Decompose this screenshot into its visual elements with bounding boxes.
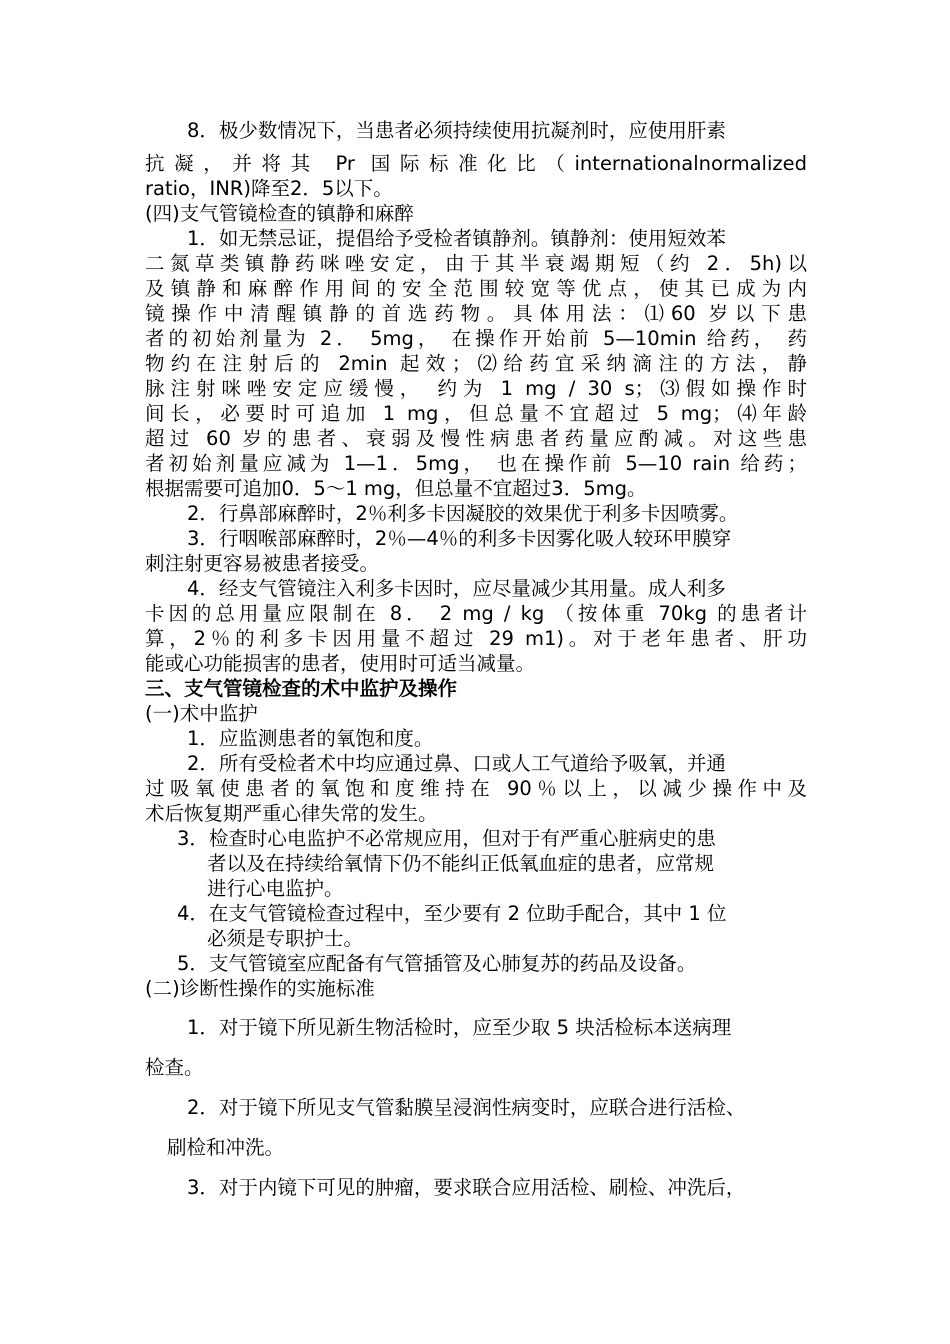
list-item-line: 3．检查时心电监护不必常规应用，但对于有严重心脏病史的患 [177, 827, 716, 850]
paragraph-line: 刷检和冲洗。 [167, 1136, 285, 1159]
paragraph-line: 间长，必要时可追加 1 mg，但总量不宜超过 5 mg；⑷年龄 [145, 402, 807, 425]
paragraph-line: 8．极少数情况下，当患者必须持续使用抗凝剂时，应使用肝素 [187, 119, 726, 142]
paragraph-line: 物约在注射后的 2min 起效；⑵给药宜采纳滴注的方法，静 [145, 352, 807, 375]
list-item-line: 必须是专职护士。 [207, 927, 364, 950]
paragraph-line: 超过 60 岁的患者、衰弱及慢性病患者药量应酌减。对这些患 [145, 427, 807, 450]
paragraph-line: 根据需要可追加0．5～1 mg，但总量不宜超过3．5mg。 [145, 477, 647, 500]
paragraph-line: 者的初始剂量为 2． 5mg， 在操作开始前 5—10min 给药， 药 [145, 327, 807, 350]
paragraph-line: 过吸氧使患者的氧饱和度维持在 90％以上，以减少操作中及 [145, 777, 807, 800]
paragraph-line: 2．对于镜下所见支气管黏膜呈浸润性病变时，应联合进行活检、 [187, 1096, 746, 1119]
paragraph-line: 刺注射更容易被患者接受。 [145, 552, 380, 575]
paragraph-line: 检查。 [145, 1056, 204, 1079]
paragraph-line: 脉注射咪唑安定应缓慢， 约为 1 mg / 30 s；⑶假如操作时 [145, 377, 807, 400]
chapter-heading: 三、支气管镜检查的术中监护及操作 [145, 677, 458, 700]
list-item-line: 进行心电监护。 [207, 877, 344, 900]
paragraph-line: 4．经支气管镜注入利多卡因时，应尽量减少其用量。成人利多 [187, 577, 726, 600]
list-item-line: 4．在支气管镜检查过程中，至少要有 2 位助手配合，其中 1 位 [177, 902, 727, 925]
paragraph-line: 及镇静和麻醉作用间的安全范围较宽等优点，使其已成为内 [145, 277, 807, 300]
paragraph-line: 1．应监测患者的氧饱和度。 [187, 727, 434, 750]
paragraph-line: ratio，INR)降至2．5以下。 [145, 177, 393, 200]
paragraph-line: 二氮草类镇静药咪唑安定，由于其半衰竭期短（约 2．5h)以 [145, 252, 807, 275]
paragraph-line: 1．对于镜下所见新生物活检时，应至少取 5 块活检标本送病理 [187, 1016, 732, 1039]
paragraph-line: 卡因的总用量应限制在 8． 2 mg / kg （按体重 70kg 的患者计 [145, 602, 807, 625]
list-item-line: 者以及在持续给氧情下仍不能纠正低氧血症的患者，应常规 [207, 852, 715, 875]
paragraph-line: 者初始剂量应减为 1—1．5mg， 也在操作前 5—10 rain 给药； [145, 452, 807, 475]
section-heading: (一)术中监护 [145, 702, 258, 725]
list-item-line: 5．支气管镜室应配备有气管插管及心肺复苏的药品及设备。 [177, 952, 697, 975]
paragraph-line: 1．如无禁忌证，提倡给予受检者镇静剂。镇静剂：使用短效苯 [187, 227, 726, 250]
section-heading: (四)支气管镜检查的镇静和麻醉 [145, 202, 414, 225]
paragraph-line: 2．行鼻部麻醉时，2％利多卡因凝胶的效果优于利多卡因喷雾。 [187, 502, 739, 525]
paragraph-line: 镜操作中清醒镇静的首选药物。具体用法：⑴60 岁以下患 [145, 302, 807, 325]
paragraph-line: 抗凝，并将其 Pr 国际标准化比（internationalnormalized [145, 152, 807, 175]
section-heading: (二)诊断性操作的实施标准 [145, 977, 375, 1000]
paragraph-line: 能或心功能损害的患者，使用时可适当减量。 [145, 652, 536, 675]
paragraph-line: 术后恢复期严重心律失常的发生。 [145, 802, 438, 825]
paragraph-line: 2．所有受检者术中均应通过鼻、口或人工气道给予吸氧，并通 [187, 752, 726, 775]
paragraph-line: 3．行咽喉部麻醉时，2％—4％的利多卡因雾化吸人较环甲膜穿 [187, 527, 732, 550]
paragraph-line: 算，2％的利多卡因用量不超过 29 m1)。对于老年患者、肝功 [145, 627, 807, 650]
paragraph-line: 3．对于内镜下可见的肿瘤，要求联合应用活检、刷检、冲洗后， [187, 1176, 746, 1199]
